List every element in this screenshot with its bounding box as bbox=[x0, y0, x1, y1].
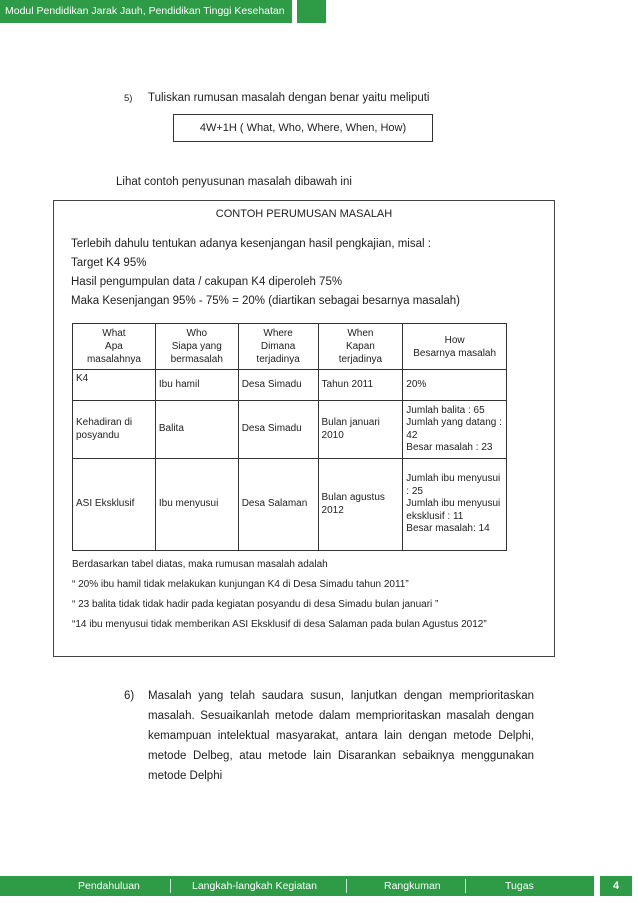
nav-pendahuluan[interactable]: Pendahuluan bbox=[78, 880, 140, 892]
module-header: Modul Pendidikan Jarak Jauh, Pendidikan Tinggi Kesehatan bbox=[0, 0, 292, 23]
item-number: 5) bbox=[124, 93, 133, 104]
header-when: When Kapan terjadinya bbox=[318, 324, 403, 370]
conclusion-line: “ 23 balita tidak tidak hadir pada kegiatan posyandu di desa Simadu bulan januari ” bbox=[72, 599, 439, 610]
nav-divider bbox=[346, 879, 347, 893]
table-row: ASI Eksklusif Ibu menyusui Desa Salaman Bulan agustus 2012 Jumlah ibu menyusui : 25 Jumlah ibu menyusui eksklusif : 11 Besar masalah: 14 bbox=[73, 459, 507, 551]
item-text: Tuliskan rumusan masalah dengan benar yaitu meliputi bbox=[148, 92, 430, 104]
table-header-row bbox=[73, 324, 507, 370]
instruction-item-5 bbox=[124, 92, 429, 104]
intro-line: Maka Kesenjangan 95% - 75% = 20% (diartikan sebagai besarnya masalah) bbox=[71, 295, 460, 307]
formula-box: 4W+1H ( What, Who, Where, When, How) bbox=[173, 114, 433, 142]
example-box bbox=[53, 200, 555, 657]
header-what: What Apa masalahnya bbox=[73, 324, 156, 370]
instruction-item-6 bbox=[124, 686, 534, 786]
nav-langkah-kegiatan[interactable]: Langkah-langkah Kegiatan bbox=[192, 880, 317, 892]
intro-line: Target K4 95% bbox=[71, 257, 147, 269]
header-accent-block bbox=[297, 0, 326, 23]
page-number: 4 bbox=[600, 876, 632, 896]
footer-nav bbox=[0, 876, 594, 896]
example-title: CONTOH PERUMUSAN MASALAH bbox=[215, 208, 393, 220]
header-who: Who Siapa yang bermasalah bbox=[155, 324, 238, 370]
problem-table bbox=[72, 323, 507, 551]
example-intro: Lihat contoh penyusunan masalah dibawah ini bbox=[116, 176, 352, 188]
nav-tugas[interactable]: Tugas bbox=[505, 880, 534, 892]
table-row: K4 Ibu hamil Desa Simadu Tahun 2011 20% bbox=[73, 370, 507, 401]
intro-line: Hasil pengumpulan data / cakupan K4 diperoleh 75% bbox=[71, 276, 343, 288]
table-row: Kehadiran di posyandu Balita Desa Simadu Bulan januari 2010 Jumlah balita : 65 Jumlah yang datang : 42 Besar masalah : 23 bbox=[73, 401, 507, 459]
conclusion-line: “ 20% ibu hamil tidak melakukan kunjungan K4 di Desa Simadu tahun 2011” bbox=[72, 579, 409, 590]
item-text: Masalah yang telah saudara susun, lanjutkan dengan memprioritaskan masalah. Sesuaikanlah metode dalam memprioritaskan masalah dengan kemampuan intelektual masyarakat, antara lain dengan metode Delphi, metode Delbeg, atau metode lain Disarankan sebaiknya menggunakan metode Delphi bbox=[148, 690, 534, 782]
conclusion-line: Berdasarkan tabel diatas, maka rumusan masalah adalah bbox=[72, 559, 328, 570]
conclusion-line: “14 ibu menyusui tidak memberikan ASI Eksklusif di desa Salaman pada bulan Agustus 2012” bbox=[72, 619, 487, 630]
intro-line: Terlebih dahulu tentukan adanya kesenjangan hasil pengkajian, misal : bbox=[71, 238, 431, 250]
conclusion bbox=[72, 555, 542, 635]
example-intro-lines bbox=[71, 235, 460, 311]
item-number: 6) bbox=[124, 690, 135, 702]
nav-rangkuman[interactable]: Rangkuman bbox=[384, 880, 441, 892]
nav-divider bbox=[170, 879, 171, 893]
header-where: Where Dimana terjadinya bbox=[238, 324, 318, 370]
header-how: How Besarnya masalah bbox=[403, 324, 507, 370]
nav-divider bbox=[465, 879, 466, 893]
